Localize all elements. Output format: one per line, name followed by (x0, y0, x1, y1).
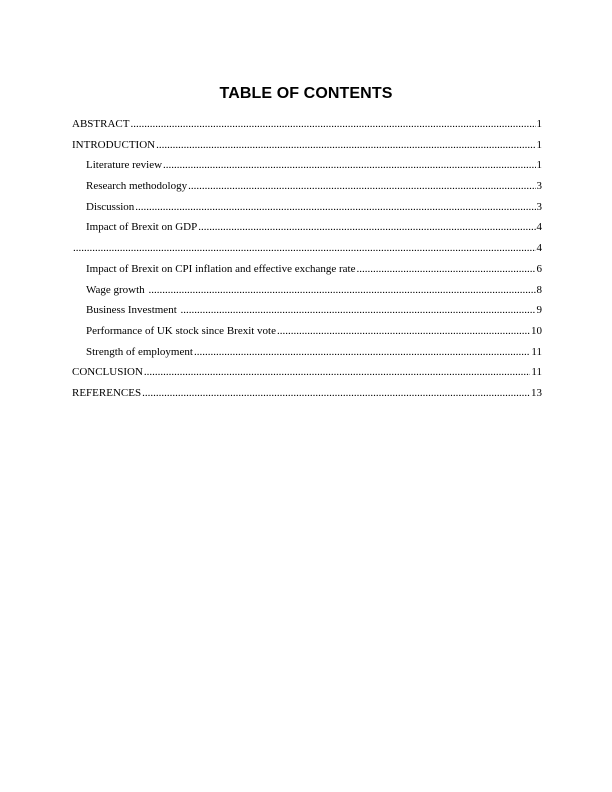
toc-page-number: 11 (531, 366, 542, 379)
dot-leader (156, 138, 535, 152)
dot-leader (198, 220, 535, 234)
toc-entry-text: Literature review (86, 159, 163, 172)
toc-entry-text: Impact of Brexit on GDP (86, 221, 198, 234)
toc-entry-text: Impact of Brexit on CPI inflation and effective exchange rate (86, 262, 356, 275)
toc-page-number: 8 (536, 283, 542, 296)
toc-entry-text: REFERENCES (72, 386, 142, 399)
toc-list (72, 117, 542, 407)
toc-entry-wage-growth[interactable] (72, 283, 542, 304)
dot-leader (142, 386, 530, 400)
toc-entry-text: CONCLUSION (72, 366, 143, 379)
toc-entry-text: Performance of UK stock since Brexit vote (86, 324, 276, 337)
dot-leader (135, 200, 535, 214)
dot-leader (188, 179, 535, 193)
toc-entry-introduction[interactable] (72, 138, 542, 159)
toc-entry-uk-stock-performance[interactable] (72, 324, 542, 345)
toc-page-number: 9 (536, 304, 542, 317)
dot-leader (181, 303, 536, 317)
toc-page-number: 3 (536, 200, 542, 213)
toc-entry-discussion[interactable] (72, 200, 542, 221)
toc-entry-text: Business Investment (86, 304, 180, 317)
toc-entry-text: Discussion (86, 200, 135, 213)
toc-page-number: 6 (536, 262, 542, 275)
toc-entry-text: ABSTRACT (72, 118, 130, 130)
toc-entry-text: INTRODUCTION (72, 138, 156, 151)
dot-leader (277, 324, 530, 338)
toc-entry-literature-review[interactable] (72, 158, 542, 179)
toc-entry-research-methodology[interactable] (72, 179, 542, 200)
toc-page-number: 1 (536, 138, 542, 151)
toc-page-number: 3 (536, 180, 542, 193)
toc-page-number: 1 (536, 159, 542, 172)
toc-entry-strength-of-employment[interactable] (72, 345, 542, 366)
toc-page-number: 4 (536, 242, 542, 255)
toc-page-number: 13 (531, 386, 542, 399)
toc-entry-text: Strength of employment (86, 345, 193, 358)
toc-entry-business-investment[interactable] (72, 303, 542, 324)
dot-leader (163, 158, 535, 172)
toc-entry-cpi-inflation[interactable] (72, 262, 542, 283)
toc-entry-text: Wage growth (86, 283, 148, 296)
toc-entry-references[interactable] (72, 386, 542, 407)
dot-leader (144, 365, 531, 379)
dot-leader (73, 241, 536, 255)
toc-page-number: 11 (531, 345, 542, 358)
toc-entry-conclusion[interactable] (72, 365, 542, 386)
toc-entry-untitled[interactable] (72, 241, 542, 262)
toc-entry-abstract[interactable] (72, 117, 542, 138)
dot-leader (357, 262, 536, 276)
dot-leader (148, 283, 535, 297)
toc-title: TABLE OF CONTENTS (219, 85, 393, 102)
toc-page-number: 10 (531, 324, 542, 337)
toc-page-number: 1 (536, 118, 542, 130)
dot-leader (130, 117, 535, 131)
toc-page-number: 4 (536, 221, 542, 234)
dot-leader (194, 345, 530, 359)
toc-entry-impact-gdp[interactable] (72, 220, 542, 241)
toc-entry-text: Research methodology (86, 180, 188, 193)
